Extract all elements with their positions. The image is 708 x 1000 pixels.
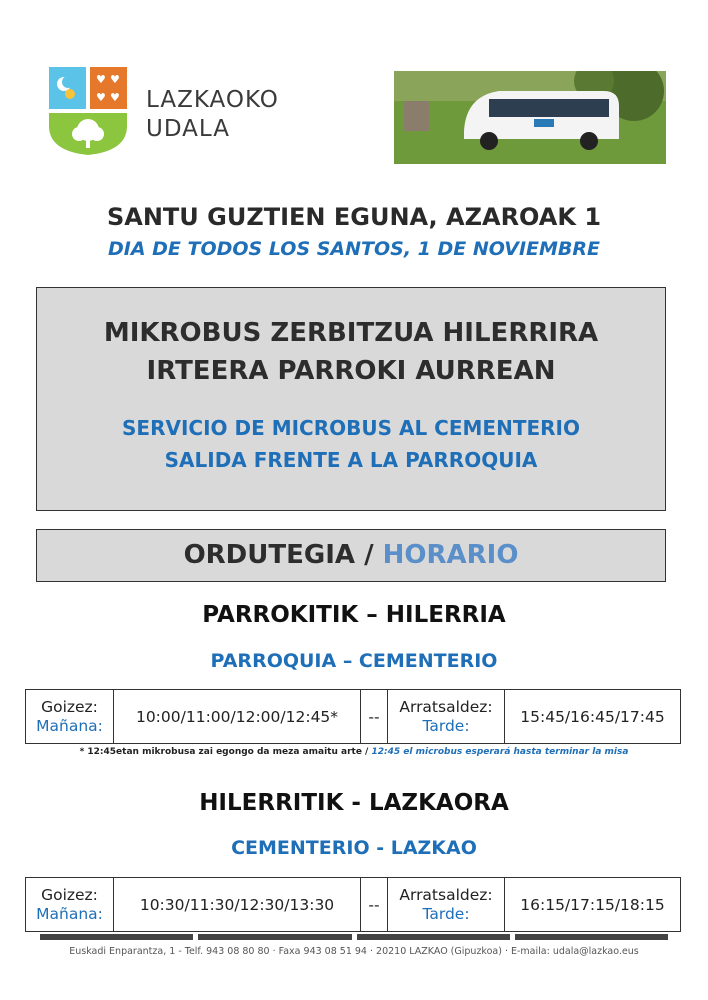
- afternoon-label-cell: [388, 690, 505, 744]
- divider-bar: [40, 934, 193, 940]
- service-es-line-1: SERVICIO DE MICROBUS AL CEMENTERIO: [122, 416, 580, 440]
- footer-contact: Euskadi Enparantza, 1 - Telf. 943 08 80 80 · Faxa 943 08 51 94 · 20210 LAZKAO (Gipuzkoa) · E-maila: udala@lazkao.eus: [69, 946, 639, 957]
- route1-title-eu: PARROKITIK – HILERRIA: [202, 602, 506, 628]
- service-eu-line-2: IRTEERA PARROKI AURREAN: [146, 356, 556, 386]
- service-eu-line-1: MIKROBUS ZERBITZUA HILERRIRA: [103, 318, 599, 348]
- svg-text:♥: ♥: [96, 91, 106, 104]
- page-title: SANTU GUZTIEN EGUNA, AZAROAK 1: [106, 203, 602, 231]
- municipality-coat-of-arms: [48, 66, 128, 156]
- schedule-header-separator: /: [355, 540, 383, 570]
- service-es: [37, 412, 665, 476]
- morning-label-eu: Goizez:: [41, 885, 98, 904]
- divider-cell: --: [361, 690, 388, 744]
- brand-line-2: UDALA: [146, 116, 230, 142]
- divider-bar: [357, 934, 510, 940]
- morning-label-es: Mañana:: [36, 716, 103, 735]
- microbus-photo: [394, 71, 666, 164]
- svg-text:♥: ♥: [110, 73, 120, 86]
- route2-title-eu: HILERRITIK - LAZKAORA: [199, 790, 509, 816]
- route1-schedule-table: [25, 689, 681, 744]
- afternoon-times: 15:45/16:45/17:45: [505, 690, 681, 744]
- morning-label-es: Mañana:: [36, 904, 103, 923]
- afternoon-label-cell: [388, 878, 505, 932]
- morning-label-cell: [26, 690, 114, 744]
- footer-divider-bars: [40, 934, 668, 940]
- footnote: [0, 747, 708, 757]
- morning-label-cell: [26, 878, 114, 932]
- table-row: [26, 878, 681, 932]
- brand-line-1: LAZKAOKO: [146, 87, 279, 113]
- afternoon-label-es: Tarde:: [422, 716, 470, 735]
- service-es-line-2: SALIDA FRENTE A LA PARROQUIA: [164, 448, 538, 472]
- morning-times: 10:30/11:30/12:30/13:30: [114, 878, 361, 932]
- table-row: [26, 690, 681, 744]
- municipality-name: [146, 86, 279, 144]
- page-subtitle: DIA DE TODOS LOS SANTOS, 1 DE NOVIEMBRE: [108, 238, 600, 260]
- footnote-eu: * 12:45etan mikrobusa zai egongo da meza amaitu arte /: [79, 747, 369, 757]
- svg-text:♥: ♥: [110, 91, 120, 104]
- afternoon-times: 16:15/17:15/18:15: [505, 878, 681, 932]
- schedule-header-box: [36, 529, 666, 582]
- footnote-es: 12:45 el microbus esperará hasta terminar la misa: [371, 747, 629, 757]
- schedule-header-eu: ORDUTEGIA: [183, 540, 356, 570]
- route2-title-es: CEMENTERIO - LAZKAO: [231, 837, 477, 859]
- morning-label-eu: Goizez:: [41, 697, 98, 716]
- service-eu: [37, 314, 665, 390]
- schedule-header-es: HORARIO: [382, 540, 519, 570]
- afternoon-label-eu: Arratsaldez:: [399, 697, 493, 716]
- divider-cell: --: [361, 878, 388, 932]
- service-info-box: [36, 287, 666, 511]
- divider-bar: [198, 934, 351, 940]
- afternoon-label-es: Tarde:: [422, 904, 470, 923]
- morning-times: 10:00/11:00/12:00/12:45*: [114, 690, 361, 744]
- divider-bar: [515, 934, 668, 940]
- afternoon-label-eu: Arratsaldez:: [399, 885, 493, 904]
- route1-title-es: PARROQUIA – CEMENTERIO: [210, 650, 498, 672]
- svg-text:♥: ♥: [96, 73, 106, 86]
- route2-schedule-table: [25, 877, 681, 932]
